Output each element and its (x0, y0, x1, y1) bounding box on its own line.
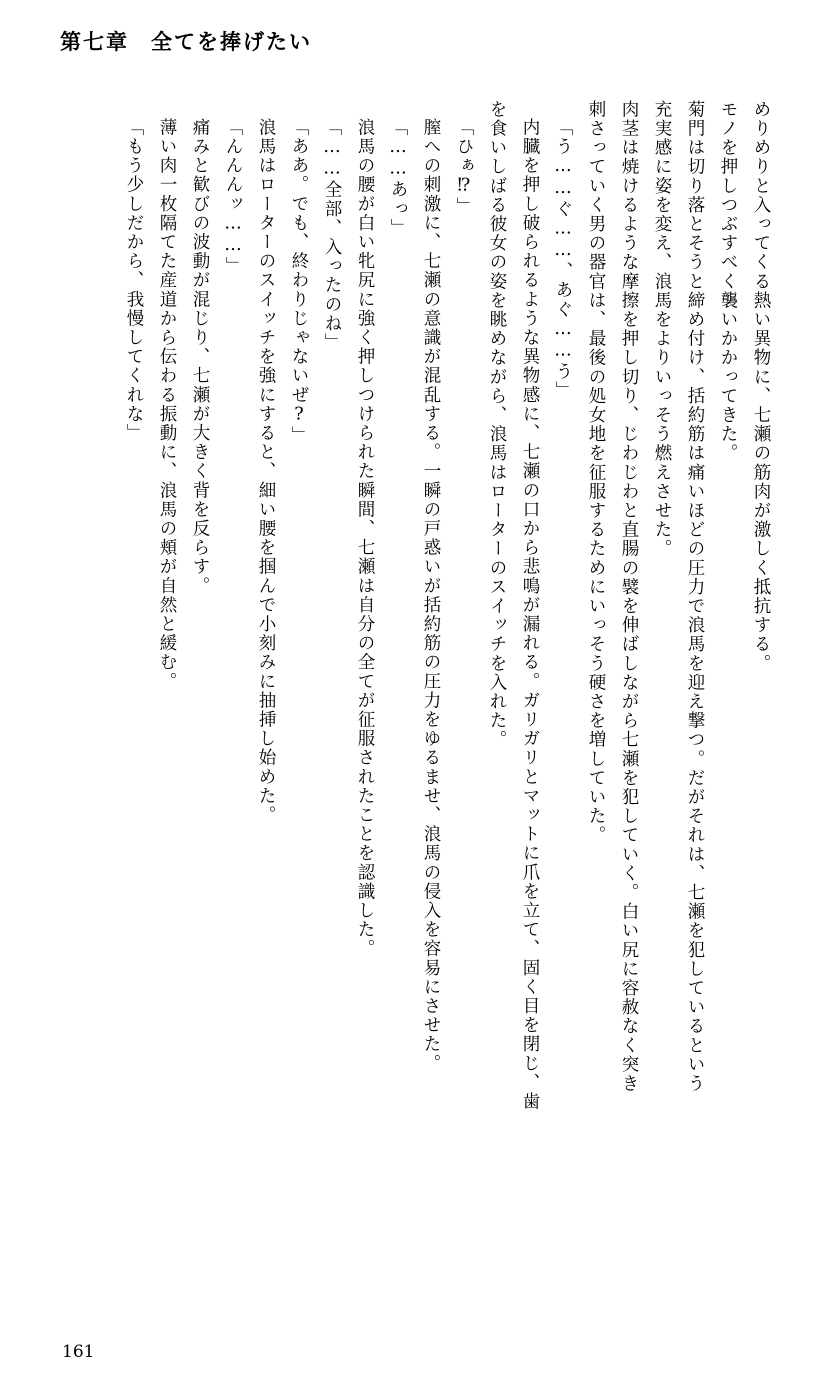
text-column: 「……あっ」 (388, 118, 408, 238)
text-column: 肉茎は焼けるような摩擦を押し切り、じわじわと直腸の襞を伸ばしながら七瀬を犯していく。白い尻に容赦なく突き (619, 100, 639, 1094)
chapter-heading (60, 26, 312, 56)
text-column: モノを押しつぶすべく襲いかかってきた。 (718, 100, 738, 463)
text-column: 内臓を押し破られるような異物感に、七瀬の口から悲鳴が漏れる。ガリガリとマットに爪を立て、固く目を閉じ、歯 (520, 118, 540, 1112)
text-column: 充実感に姿を変え、浪馬をよりいっそう燃えさせた。 (652, 100, 672, 559)
text-column: 「もう少しだから、我慢してくれな」 (124, 118, 144, 443)
chapter-number: 第七章 (60, 29, 129, 54)
text-column: 浪馬の腰が白い牝尻に強く押しつけられた瞬間、七瀬は自分の全てが征服されたことを認識した。 (355, 118, 375, 959)
text-column: 菊門は切り落とそうと締め付け、括約筋は痛いほどの圧力で浪馬を迎え撃つ。だがそれは、七瀬を犯しているという (685, 100, 705, 1094)
text-column: 刺さっていく男の器官は、最後の処女地を征服するためにいっそう硬さを増していた。 (586, 100, 606, 845)
text-column: めりめりと入ってくる熱い異物に、七瀬の筋肉が激しく抵抗する。 (751, 100, 771, 673)
page-number: 161 (62, 1342, 95, 1362)
text-column: 「う……ぐ……、あぐ……う」 (553, 118, 573, 401)
text-column: 「ひぁ⁉」 (454, 118, 474, 216)
text-column: 膣への刺激に、七瀬の意識が混乱する。一瞬の戸惑いが括約筋の圧力をゆるませ、浪馬の侵入を容易にさせた。 (421, 118, 441, 1073)
text-column: 「ああ。でも、終わりじゃないぜ?」 (289, 118, 309, 446)
text-column: 薄い肉一枚隔てた産道から伝わる振動に、浪馬の頬が自然と緩む。 (157, 118, 177, 691)
text-column: 「んんんッ……」 (223, 118, 243, 276)
chapter-title: 全てを捧げたい (151, 29, 312, 54)
text-column: 痛みと歓びの波動が混じり、七瀬が大きく背を反らす。 (190, 118, 210, 596)
text-column: 「……全部、入ったのね」 (322, 118, 342, 353)
body-text (69, 100, 769, 1290)
text-column: を食いしばる彼女の姿を眺めながら、浪馬はローターのスイッチを入れた。 (487, 100, 507, 750)
text-column: 浪馬はローターのスイッチを強にすると、細い腰を掴んで小刻みに抽挿し始めた。 (256, 118, 276, 825)
